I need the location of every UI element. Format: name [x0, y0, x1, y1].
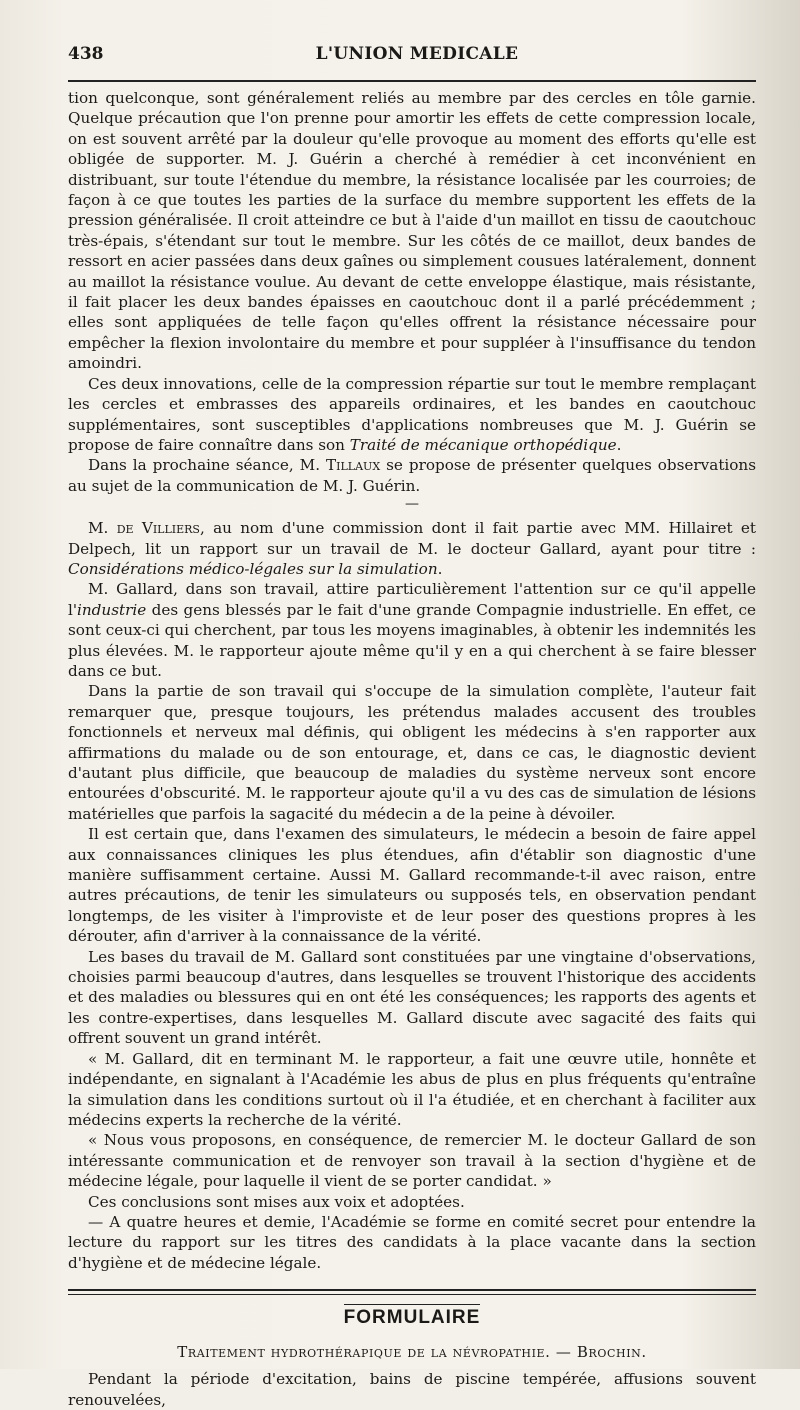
page-header [68, 44, 756, 70]
paragraph [68, 579, 756, 681]
paragraph: « M. Gallard, dit en terminant M. le rapporteur, a fait une œuvre utile, honnête et indépendante, en signalant à l'Académie les abus de plus en plus fréquents qu'entraîne la simulation dans les conditions surtout où il l'a étudiée, et en cherchant à faciliter aux médecins experts la recherche de la vérité. [68, 1049, 756, 1129]
paragraph-text: , au nom d'une commission dont il fait partie avec MM. Hillairet et Delpech, lit un rapport sur un travail de M. le docteur Gallard, ayant pour titre : [68, 519, 756, 558]
formulaire-body [68, 1369, 756, 1410]
paragraph: — A quatre heures et demie, l'Académie se forme en comité secret pour entendre la lecture du rapport sur les titres des candidats à la place vacante dans la section d'hygiène et de médecine légale. [68, 1212, 756, 1272]
paragraph [68, 518, 756, 579]
paragraph-text: M. Gallard, dans son travail, attire particulièrement l'attention sur ce qu'il appelle l' [68, 580, 756, 619]
paragraph-text: des gens blessés par le fait d'une grande Compagnie industrielle. En effet, ce sont ceux-ci qui cherchent, par tous les moyens imaginables, à obtenir les indemnités les plus élevées. M. le rapporteur ajoute même qu'il y en a qui cherchent à se faire blesser dans ce but. [68, 600, 756, 680]
emphasized-term: industrie [77, 600, 147, 619]
formulaire-title: FORMULAIRE [344, 1304, 481, 1328]
paragraph-text: M. [88, 519, 109, 538]
punctuation: . [437, 559, 443, 578]
paragraph-text: Dans la prochaine séance, M. [88, 456, 321, 475]
formulaire-heading [68, 1307, 756, 1329]
paragraph: Il est certain que, dans l'examen des simulateurs, le médecin a besoin de faire appel aux connaissances cliniques les plus étendues, afin d'établir son diagnostic d'une manière suffisamment certaine. Aussi M. Gallard recommande-t-il avec raison, entre autres précautions, de tenir les simulateurs ou supposés tels, en observation pendant longtemps, de les visiter à l'improviste et de leur poser des questions propres à les dérouter, afin d'arriver à la connaissance de la vérité. [68, 825, 756, 946]
paragraph: Les bases du travail de M. Gallard sont constituées par une vingtaine d'observations, choisies parmi beaucoup d'autres, dans lesquelles se trouvent l'historique des accidents et des maladies ou blessures qui en ont été les conséquences; les rapports des agents et les contre-expertises, dans lesquelles M. Gallard discute avec sagacité des faits qui offrent souvent un grand intérêt. [68, 947, 756, 1048]
section-separator: — [405, 496, 419, 513]
report-title: Considérations médico-légales sur la simulation [68, 559, 438, 578]
paragraph: Pendant la période d'excitation, bains de piscine tempérée, affusions souvent renouvelées, [68, 1370, 756, 1409]
book-title: Traité de mécanique orthopédique [349, 435, 617, 454]
paragraph: Ces conclusions sont mises aux voix et adoptées. [88, 1192, 465, 1211]
paragraph [68, 374, 756, 456]
paragraph: Dans la partie de son travail qui s'occupe de la simulation complète, l'auteur fait remarquer que, presque toujours, les prétendus malades accusent des troubles fonctionnels et nerveux mal définis, qui obligent les médecins à s'en rapporter aux affirmations du malade ou de son entourage, et, dans ce cas, le diagnostic devient d'autant plus difficile, que beaucoup de maladies du système nerveux sont encore entourées d'obscurité. M. le rapporteur ajoute qu'il a vu des cas de simulation de lésions matérielles que parfois la sagacité du médecin a de la peine à dévoiler. [68, 682, 756, 823]
header-rule [68, 80, 756, 82]
paragraph-text: Ces deux innovations, celle de la compression répartie sur tout le membre remplaçant les cercles et embrasses des appareils ordinaires, et les bandes en caoutchouc supplémentaires, sont susceptibles d'applications nombreuses que M. J. Guérin se propose de faire connaître dans son [68, 374, 756, 454]
section-divider [68, 1289, 756, 1295]
paragraph-text: se propose de présenter quelques observations au sujet de la communication de M. J. Guérin. [68, 456, 756, 495]
article-body [68, 88, 756, 1273]
journal-title: L'UNION MEDICALE [315, 44, 519, 64]
paragraph: « Nous vous proposons, en conséquence, de remercier M. le docteur Gallard de son intéressante communication et de renvoyer son travail à la section d'hygiène et de médecine légale, pour laquelle il vient de se porter candidat. » [68, 1131, 756, 1191]
person-name: Tillaux [326, 456, 381, 475]
paragraph: tion quelconque, sont généralement reliés au membre par des cercles en tôle garnie. Quelque précaution que l'on prenne pour amortir les effets de cette compression locale, on est souvent arrêté par la douleur qu'elle provoque au moment des efforts qu'elle est obligée de supporter. M. J. Guérin a cherché à remédier à cet inconvénient en distribuant, sur toute l'étendue du membre, la résistance localisée par les courroies; de façon à ce que toutes les parties de la surface du membre supportent les effets de la pression généralisée. Il croit atteindre ce but à l'aide d'un maillot en tissu de caoutchouc très-épais, s'étendant sur tout le membre. Sur les côtés de ce maillot, deux bandes de ressort en acier passées dans deux gaînes ou simplement cousues latéralement, donnent au maillot la résistance voulue. Au devant de cette enveloppe élastique, mais résistante, il fait placer les deux bandes épaisses en caoutchouc dont il a parlé précédemment ; elles sont appliquées de telle façon qu'elles offrent la résistance nécessaire pour empêcher la flexion involontaire du membre et pour suppléer à l'insuffisance du tendon amoindri. [68, 89, 756, 373]
page-number: 438 [68, 44, 104, 64]
paragraph [68, 455, 756, 496]
person-name: de Villiers [116, 519, 200, 538]
recipe-title: Traitement hydrothérapique de la névropathie. — Brochin. [177, 1343, 647, 1362]
punctuation: . [616, 435, 622, 454]
